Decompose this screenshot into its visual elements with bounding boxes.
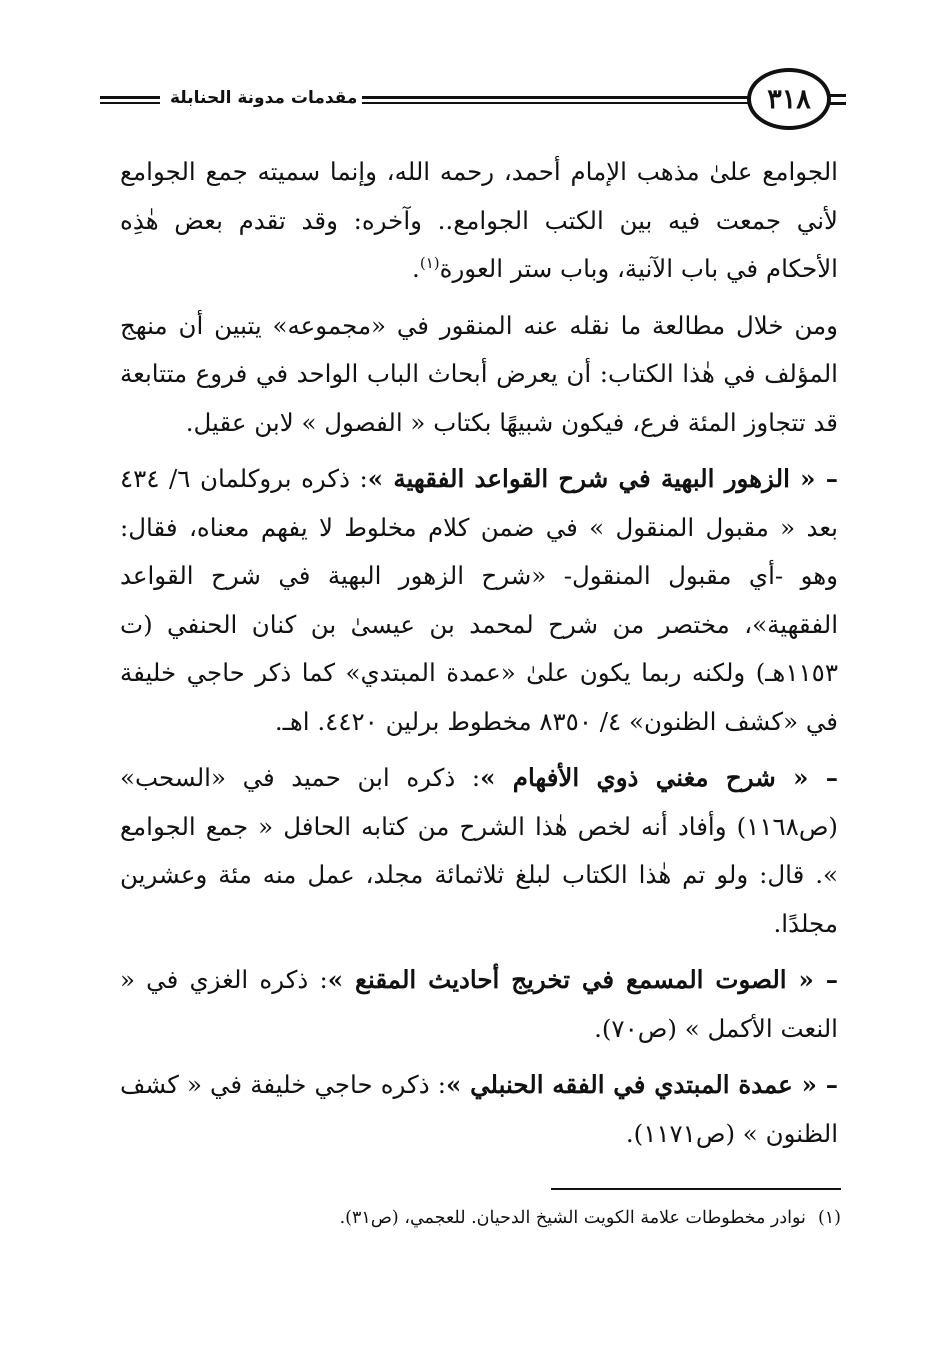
footnote-separator — [551, 1188, 841, 1190]
footnote-reference: (١) — [419, 253, 440, 272]
book-entry — [120, 754, 838, 948]
book-entry — [120, 455, 838, 746]
book-entry-title: – « شرح مغني ذوي الأفهام » — [480, 763, 838, 792]
paragraph — [120, 148, 838, 294]
main-text — [120, 148, 838, 1166]
book-entry-text: : ذكره حاجي خليفة في « كشف الظنون » (ص١١٧١). — [120, 1070, 838, 1148]
book-entry — [120, 956, 838, 1053]
footnote-number: (١) — [817, 1208, 841, 1228]
book-entry-title: – « عمدة المبتدي في الفقه الحنبلي » — [445, 1070, 838, 1099]
page-number: ٣١٨ — [747, 68, 831, 130]
book-entry-title: – « الصوت المسمع في تخريج أحاديث المقنع » — [327, 965, 838, 994]
header-rule — [362, 96, 749, 99]
header-rule — [100, 102, 160, 104]
book-entry-text: : ذكره بروكلمان ٦/ ٤٣٤ بعد « مقبول المنقول » في ضمن كلام مخلوط لا يفهم معناه، فقال: وهو -أي مقبول المنقول- «شرح الزهور البهية في شرح القواعد الفقهية»، مختصر من شرح لمحمد بن عيسىٰ بن كنان الحنفي (ت ١١٥٣هـ) ولكنه ربما يكون علىٰ «عمدة المبتدي» كما ذكر حاجي خليفة في «كشف الظنون» ٤/ ٨٣٥٠ مخطوط برلين ٤٤٢٠. اهـ. — [120, 464, 838, 736]
running-header — [100, 68, 846, 134]
book-entry — [120, 1061, 838, 1158]
paragraph-text: ومن خلال مطالعة ما نقله عنه المنقور في «مجموعه» يتبين أن منهج المؤلف في هٰذا الكتاب: أن يعرض أبحاث الباب الواحد في فروع متتابعة قد تتجاوز المئة فرع، فيكون شبيهًا بكتاب « الفصول » لابن عقيل. — [120, 310, 838, 437]
paragraph-text: الجوامع علىٰ مذهب الإمام أحمد، رحمه الله، وإنما سميته جمع الجوامع لأني جمعت فيه بين الكتب الجوامع.. وآخره: وقد تقدم بعض هٰذِه الأحكام في باب الآنية، وباب ستر العورة — [120, 157, 838, 283]
book-entry-text: : ذكره ابن حميد في «السحب» (ص١١٦٨) وأفاد أنه لخص هٰذا الشرح من كتابه الحافل « جمع الجوامع ». قال: ولو تم هٰذا الكتاب لبلغ ثلاثمائة مجلد، عمل منه مئة وعشرين مجلدًا. — [120, 763, 838, 938]
paragraph-tail: . — [412, 254, 420, 283]
header-rule — [362, 102, 749, 104]
paragraph — [120, 302, 838, 448]
footnote-text: نوادر مخطوطات علامة الكويت الشيخ الدحيان. للعجمي، (ص٣١). — [339, 1208, 806, 1228]
book-entry-text: : ذكره الغزي في « النعت الأكمل » (ص٧٠). — [120, 965, 838, 1043]
running-title: مقدمات مدونة الحنابلة — [170, 88, 358, 108]
footnote — [120, 1200, 841, 1236]
header-rule — [100, 96, 160, 99]
book-entry-title: – « الزهور البهية في شرح القواعد الفقهية » — [367, 464, 839, 493]
footnotes — [120, 1200, 841, 1236]
